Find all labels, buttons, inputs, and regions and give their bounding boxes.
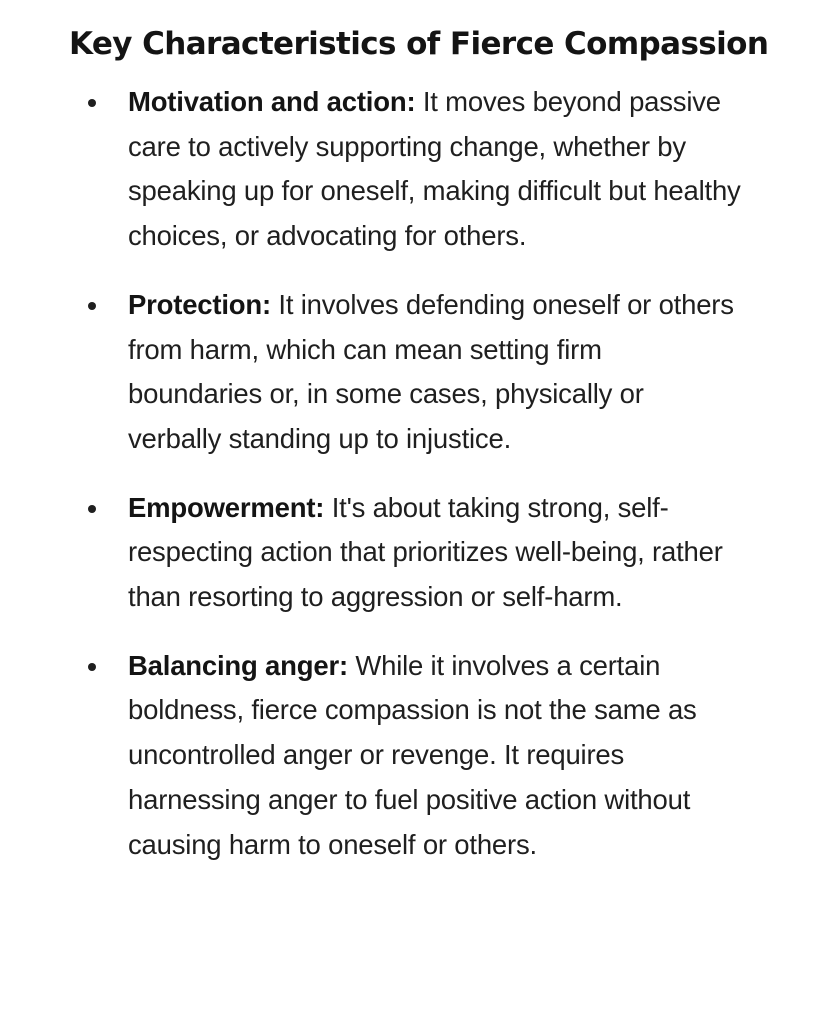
characteristics-list (0, 80, 818, 891)
page-title: Key Characteristics of Fierce Compassion (69, 26, 769, 62)
item-text: It involves defending oneself or others from harm, which can mean setting firm boundaries or, in some cases, physically or verbally standing up to injustice. (128, 288, 734, 454)
bullet-icon (88, 663, 96, 671)
list-item-empowerment (0, 486, 818, 620)
list-item-motivation (0, 80, 818, 259)
bullet-icon (88, 99, 96, 107)
item-term: Empowerment: (128, 491, 332, 523)
item-term: Protection: (128, 288, 279, 320)
item-term: Motivation and action: (128, 86, 423, 117)
bullet-icon (88, 505, 96, 513)
item-term: Balancing anger: (128, 649, 356, 681)
list-item-balancing-anger (0, 644, 818, 868)
item-text: It moves beyond passive care to actively supporting change, whether by speaking up for oneself, making difficult but healthy choices, or advocating for others. (128, 86, 741, 252)
list-item-protection (0, 283, 818, 462)
item-text: While it involves a certain boldness, fierce compassion is not the same as uncontrolled anger or revenge. It requires harnessing anger to fuel positive action without causing harm to oneself or others. (128, 649, 697, 860)
item-text: It's about taking strong, self-respecting action that prioritizes well-being, rather than resorting to aggression or self-harm. (128, 491, 723, 613)
bullet-icon (88, 302, 96, 310)
